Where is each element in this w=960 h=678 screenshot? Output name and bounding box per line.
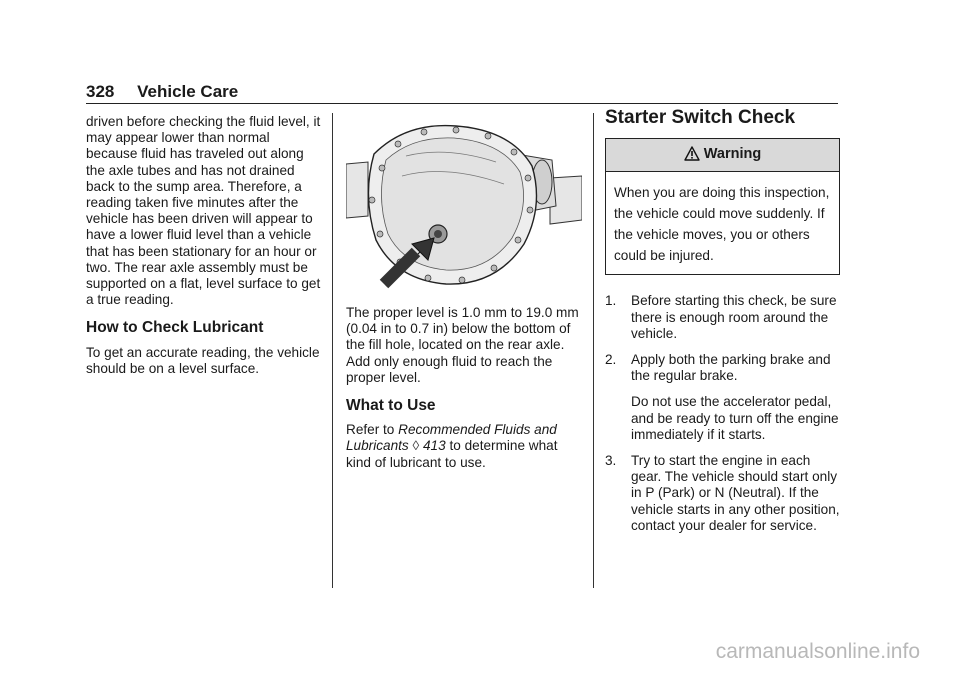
watermark: carmanualsonline.info (715, 640, 920, 663)
warning-box (605, 138, 840, 275)
proper-level-paragraph: The proper level is 1.0 mm to 19.0 mm (0.04 in to 0.7 in) below the bottom of the fill hole, located on the rear axle. Add only enough fluid to reach the proper level. (346, 305, 579, 385)
step-text: Apply both the parking brake and the regular brake. (631, 352, 831, 384)
ref-link-title[interactable]: Recommended Fluids and Lubricants (346, 422, 557, 454)
step-text: Try to start the engine in each gear. The vehicle should start only in P (Park) or N (Neutral). If the vehicle starts in any other position, contact your dealer for service. (631, 453, 840, 533)
section-title: Vehicle Care (137, 82, 239, 101)
warning-text: When you are doing this inspection, the vehicle could move suddenly. If the vehicle moves, you or others could be injured. (614, 185, 830, 264)
ref-suffix: to determine what kind of lubricant to use. (346, 438, 558, 470)
list-item (605, 293, 840, 342)
page-reference-icon: ◊ (412, 438, 420, 454)
column-3 (605, 107, 840, 544)
how-to-check-heading: How to Check Lubricant (86, 319, 264, 337)
column-1 (86, 114, 322, 377)
page-number: 328 (86, 82, 115, 101)
warning-header (606, 139, 839, 172)
starter-switch-heading: Starter Switch Check (605, 107, 796, 128)
column-2 (346, 305, 584, 471)
step-number: 2. (605, 352, 617, 368)
rear-axle-icon (346, 116, 582, 292)
steps-list (605, 293, 840, 534)
how-to-check-paragraph: To get an accurate reading, the vehicle should be on a level surface. (86, 344, 320, 376)
step-number: 3. (605, 453, 617, 469)
step-text: Before starting this check, be sure there is enough room around the vehicle. (631, 293, 837, 341)
ref-prefix: Refer to (346, 422, 395, 438)
column-divider-2 (593, 113, 594, 588)
column-divider-1 (332, 113, 333, 588)
step-number: 1. (605, 293, 617, 309)
page-header (86, 82, 238, 102)
ref-page-number[interactable]: 413 (423, 438, 446, 454)
warning-triangle-icon (684, 146, 700, 165)
list-item (605, 453, 840, 534)
list-item (605, 352, 840, 443)
what-to-use-paragraph (346, 422, 584, 471)
axle-fluid-paragraph: driven before checking the fluid level, it may appear lower than normal because fluid has traveled out along the axle tubes and has not drained back to the sump area. Therefore, a reading taken five minutes after the vehicle has been driven will appear to have a lower fluid level than a vehicle that has been stationary for an hour or two. The rear axle assembly must be supported on a flat, level surface to get a true reading. (86, 114, 321, 308)
what-to-use-heading: What to Use (346, 397, 436, 415)
rear-axle-figure (346, 116, 582, 292)
step-note: Do not use the accelerator pedal, and be ready to turn off the engine immediately if it starts. (631, 394, 839, 442)
header-rule (86, 103, 838, 104)
warning-title: Warning (703, 146, 762, 163)
